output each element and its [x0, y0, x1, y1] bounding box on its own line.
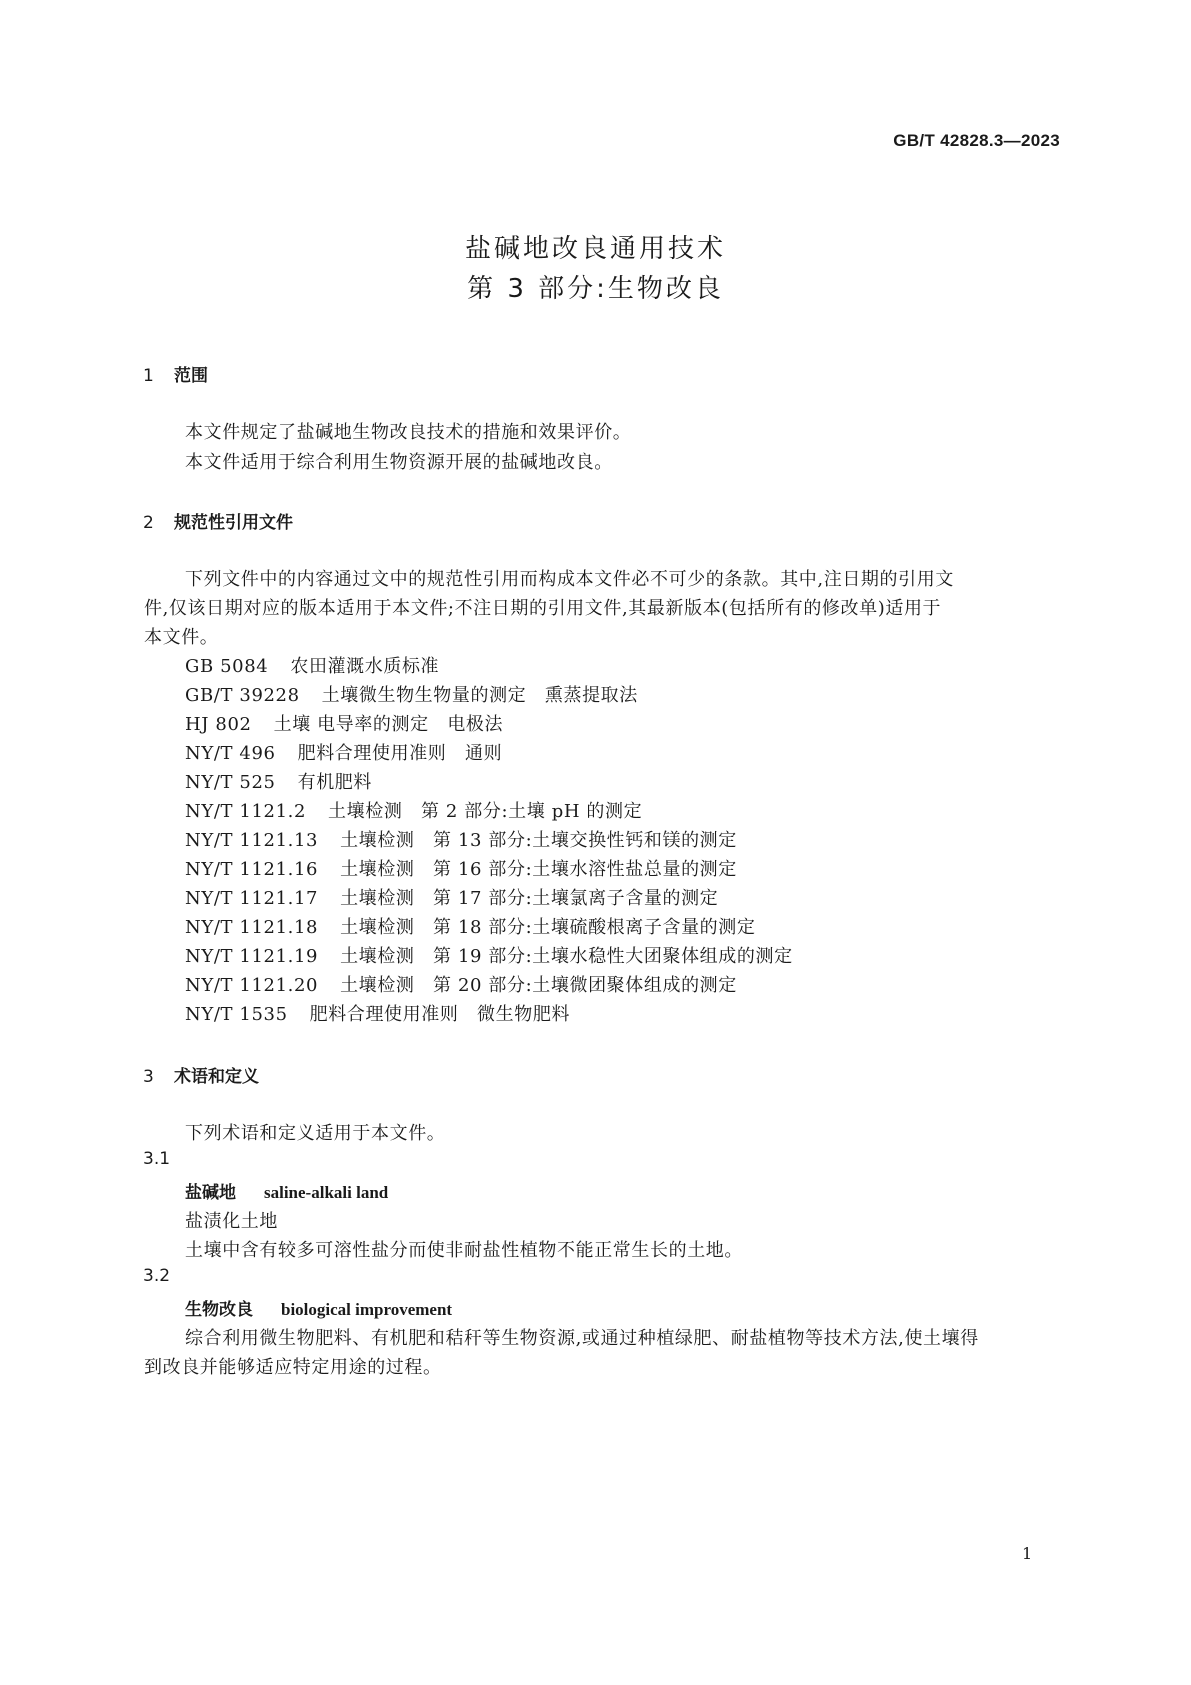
term-chinese: 盐碱地 — [185, 1183, 236, 1203]
reference-item — [185, 710, 503, 736]
reference-item — [185, 681, 638, 707]
reference-title: 土壤检测 第 18 部分:土壤硫酸根离子含量的测定 — [340, 917, 756, 938]
reference-title: 土壤 电导率的测定 电极法 — [273, 714, 504, 735]
reference-item — [185, 942, 793, 968]
section-title: 术语和定义 — [174, 1067, 259, 1087]
term-heading — [185, 1178, 388, 1203]
section-title: 范围 — [174, 366, 208, 386]
reference-item — [185, 768, 372, 794]
term-synonym: 盐渍化土地 — [185, 1211, 278, 1232]
reference-title: 土壤微生物生物量的测定 熏蒸提取法 — [321, 685, 638, 706]
reference-code: NY/T 1121.20 — [185, 975, 319, 996]
reference-code: NY/T 1121.16 — [185, 859, 319, 880]
term-definition: 综合利用微生物肥料、有机肥和秸秆等生物资源,或通过种植绿肥、耐盐植物等技术方法,使土壤得 — [185, 1328, 979, 1349]
term-number: 3.1 — [143, 1149, 171, 1169]
reference-title: 土壤检测 第 20 部分:土壤微团聚体组成的测定 — [340, 975, 737, 996]
section-number: 2 — [143, 513, 154, 533]
section-2-heading — [143, 508, 293, 533]
reference-item — [185, 652, 439, 678]
reference-code: NY/T 525 — [185, 772, 276, 793]
term-definition: 到改良并能够适应特定用途的过程。 — [144, 1357, 442, 1378]
reference-title: 土壤检测 第 17 部分:土壤氯离子含量的测定 — [340, 888, 719, 909]
reference-item — [185, 971, 737, 997]
reference-item — [185, 913, 755, 939]
section-number: 1 — [143, 366, 154, 386]
term-heading — [185, 1295, 452, 1320]
paragraph: 下列术语和定义适用于本文件。 — [185, 1123, 446, 1144]
reference-code: NY/T 1535 — [185, 1004, 288, 1025]
section-title: 规范性引用文件 — [174, 513, 293, 533]
term-chinese: 生物改良 — [185, 1300, 253, 1320]
paragraph-line: 下列文件中的内容通过文中的规范性引用而构成本文件必不可少的条款。其中,注日期的引用文 — [185, 569, 954, 590]
term-english: saline-alkali land — [264, 1183, 389, 1202]
reference-item — [185, 797, 642, 823]
reference-title: 土壤检测 第 2 部分:土壤 pH 的测定 — [328, 801, 643, 822]
reference-code: HJ 802 — [185, 714, 252, 735]
paragraph: 本文件适用于综合利用生物资源开展的盐碱地改良。 — [185, 452, 613, 473]
reference-code: NY/T 496 — [185, 743, 276, 764]
reference-code: NY/T 1121.18 — [185, 917, 319, 938]
reference-code: GB/T 39228 — [185, 685, 300, 706]
reference-code: NY/T 1121.17 — [185, 888, 319, 909]
reference-code: NY/T 1121.13 — [185, 830, 319, 851]
reference-title: 土壤检测 第 16 部分:土壤水溶性盐总量的测定 — [340, 859, 737, 880]
section-1-heading — [143, 361, 208, 386]
term-english: biological improvement — [281, 1300, 453, 1319]
reference-item — [185, 739, 502, 765]
document-subtitle: 第 3 部分:生物改良 — [467, 274, 724, 304]
term-number: 3.2 — [143, 1266, 171, 1286]
reference-code: NY/T 1121.2 — [185, 801, 307, 822]
section-number: 3 — [143, 1067, 154, 1087]
paragraph-line: 件,仅该日期对应的版本适用于本文件;不注日期的引用文件,其最新版本(包括所有的修改单)适用于 — [144, 598, 942, 619]
reference-title: 有机肥料 — [297, 772, 372, 793]
reference-title: 肥料合理使用准则 微生物肥料 — [309, 1004, 571, 1025]
reference-code: GB 5084 — [185, 656, 269, 677]
reference-item — [185, 855, 737, 881]
paragraph-line: 本文件。 — [144, 627, 219, 648]
document-title: 盐碱地改良通用技术 — [464, 234, 726, 264]
reference-item — [185, 826, 737, 852]
page-number: 1 — [1022, 1544, 1033, 1563]
paragraph: 本文件规定了盐碱地生物改良技术的措施和效果评价。 — [185, 422, 632, 443]
reference-title: 土壤检测 第 13 部分:土壤交换性钙和镁的测定 — [340, 830, 737, 851]
reference-code: NY/T 1121.19 — [185, 946, 319, 967]
reference-item — [185, 884, 718, 910]
section-3-heading — [143, 1062, 259, 1087]
term-definition: 土壤中含有较多可溶性盐分而使非耐盐性植物不能正常生长的土地。 — [185, 1240, 743, 1261]
reference-title: 农田灌溉水质标准 — [290, 656, 440, 677]
standard-number: GB/T 42828.3—2023 — [893, 131, 1060, 150]
reference-item — [185, 1000, 570, 1026]
reference-title: 肥料合理使用准则 通则 — [297, 743, 503, 764]
reference-title: 土壤检测 第 19 部分:土壤水稳性大团聚体组成的测定 — [340, 946, 793, 967]
